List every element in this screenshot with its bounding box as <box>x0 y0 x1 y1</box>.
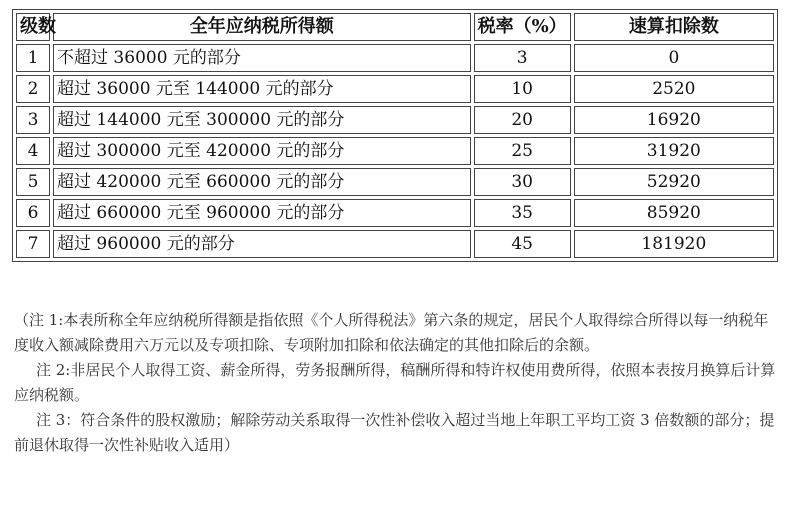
cell-range: 超过 420000 元至 660000 元的部分 <box>53 168 471 196</box>
cell-range: 超过 300000 元至 420000 元的部分 <box>53 137 471 165</box>
table-header-row <box>16 13 774 41</box>
note-3: 注 3：符合条件的股权激励；解除劳动关系取得一次性补偿收入超过当地上年职工平均工资 3 倍数额的部分；提前退休取得一次性补贴收入适用） <box>14 411 775 454</box>
cell-level: 1 <box>16 44 50 72</box>
cell-range: 超过 660000 元至 960000 元的部分 <box>53 199 471 227</box>
cell-deduction: 31920 <box>574 137 774 165</box>
cell-range: 超过 36000 元至 144000 元的部分 <box>53 75 471 103</box>
tax-rate-table <box>12 9 778 262</box>
cell-level: 4 <box>16 137 50 165</box>
header-income-range: 全年应纳税所得额 <box>53 13 471 41</box>
notes-section <box>14 308 782 458</box>
cell-level: 6 <box>16 199 50 227</box>
header-tax-rate: 税率（%） <box>474 13 571 41</box>
cell-range: 超过 960000 元的部分 <box>53 230 471 258</box>
cell-range: 超过 144000 元至 300000 元的部分 <box>53 106 471 134</box>
cell-rate: 45 <box>474 230 571 258</box>
table-row <box>16 137 774 165</box>
table-row <box>16 106 774 134</box>
cell-deduction: 0 <box>574 44 774 72</box>
cell-rate: 20 <box>474 106 571 134</box>
cell-level: 2 <box>16 75 50 103</box>
table-row <box>16 199 774 227</box>
cell-rate: 10 <box>474 75 571 103</box>
table-row <box>16 75 774 103</box>
table-row <box>16 44 774 72</box>
cell-rate: 25 <box>474 137 571 165</box>
table-row <box>16 230 774 258</box>
cell-level: 3 <box>16 106 50 134</box>
cell-deduction: 85920 <box>574 199 774 227</box>
cell-rate: 30 <box>474 168 571 196</box>
cell-level: 7 <box>16 230 50 258</box>
cell-rate: 3 <box>474 44 571 72</box>
cell-deduction: 52920 <box>574 168 774 196</box>
cell-range: 不超过 36000 元的部分 <box>53 44 471 72</box>
header-level: 级数 <box>16 13 50 41</box>
cell-rate: 35 <box>474 199 571 227</box>
cell-deduction: 2520 <box>574 75 774 103</box>
header-quick-deduction: 速算扣除数 <box>574 13 774 41</box>
note-2: 注 2:非居民个人取得工资、薪金所得，劳务报酬所得，稿酬所得和特许权使用费所得，依照本表按月换算后计算应纳税额。 <box>14 361 776 404</box>
cell-deduction: 181920 <box>574 230 774 258</box>
cell-deduction: 16920 <box>574 106 774 134</box>
table-row <box>16 168 774 196</box>
cell-level: 5 <box>16 168 50 196</box>
note-1: （注 1:本表所称全年应纳税所得额是指依照《个人所得税法》第六条的规定，居民个人取得综合所得以每一纳税年度收入额减除费用六万元以及专项扣除、专项附加扣除和依法确定的其他扣除后的余额。 <box>14 311 769 354</box>
